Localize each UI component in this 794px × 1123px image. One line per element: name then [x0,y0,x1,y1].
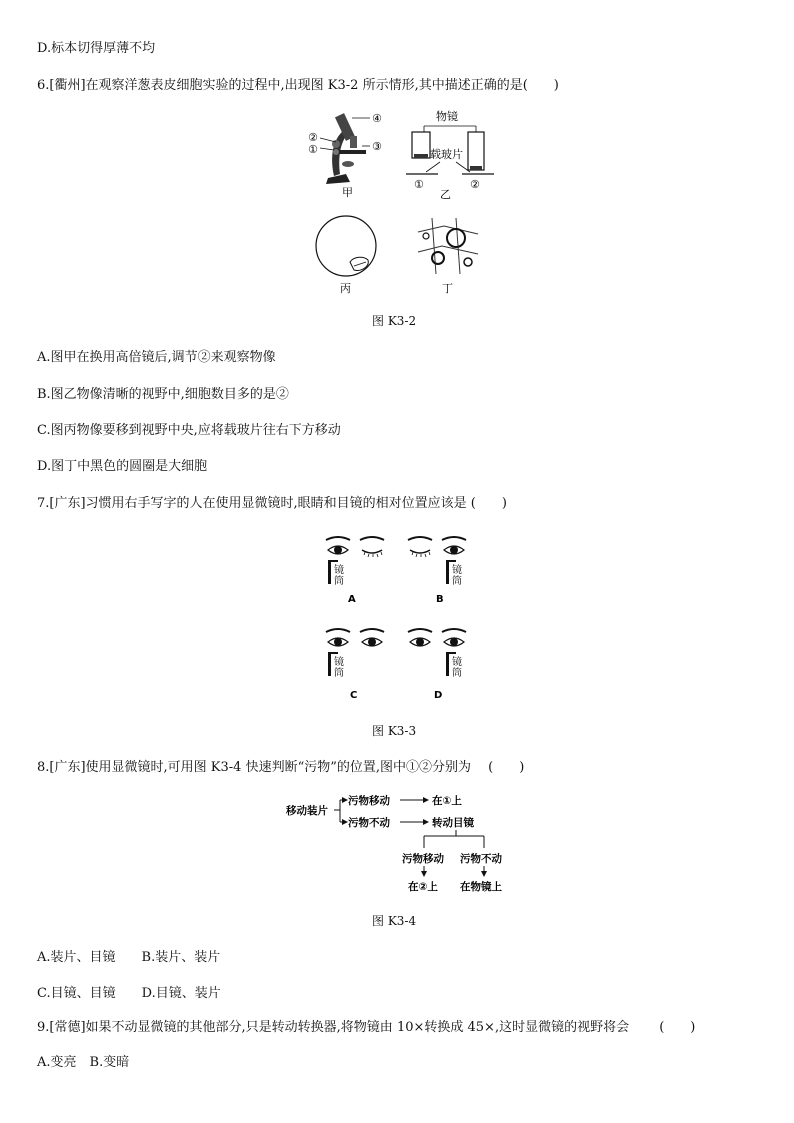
q6-option-d: D.图丁中黑色的圆圈是大细胞 [37,459,208,474]
flow-start: 移动装片 [286,805,328,817]
eye-c-tube-2: 筒 [334,668,344,679]
q6-option-a: A.图甲在换用高倍镜后,调节②来观察物像 [37,350,276,365]
q9-stem: 9.[常德]如果不动显微镜的其他部分,只是转动转换器,将物镜由 10×转换成 45×,这时显微镜的视野将会 ( ) [37,1020,696,1035]
flow-right-branch: 污物不动 [460,853,502,865]
fig-k3-4-caption: 图 K3-4 [372,914,417,928]
eye-d-tube-2: 筒 [452,668,462,679]
flow-right-result: 在物镜上 [460,881,502,893]
q6-stem: 6.[衢州]在观察洋葱表皮细胞实验的过程中,出现图 K3-2 所示情形,其中描述正确的是( ) [37,78,559,93]
eye-letter-c: C [350,690,358,701]
jia-label-3: ③ [372,140,382,153]
flow-left-result: 在②上 [408,881,438,893]
yi-label-2: ② [470,178,480,191]
figure-ding-cells [414,212,484,298]
jia-label-2: ② [308,131,318,144]
eye-b-tube-2: 筒 [452,576,462,587]
eye-b-tube-1: 镜 [452,565,462,576]
eye-d-tube-1: 镜 [452,657,462,668]
figure-yi-objectives [400,108,500,200]
q8-stem: 8.[广东]使用显微镜时,可用图 K3-4 快速判断“污物”的位置,图中①②分别为 ( ) [37,760,525,775]
jia-label-4: ④ [372,112,382,125]
flow-branch-top: 污物移动 [348,795,390,807]
yi-top-label: 物镜 [436,110,458,123]
flow-branch-bottom: 污物不动 [348,817,390,829]
q7-stem: 7.[广东]习惯用右手写字的人在使用显微镜时,眼睛和目镜的相对位置应该是 ( ) [37,496,507,511]
jia-name: 甲 [342,186,353,199]
prev-option-d: D.标本切得厚薄不均 [37,41,156,56]
bing-name: 丙 [340,282,351,295]
q8-options-row-1: A.装片、目镜 B.装片、装片 [37,950,221,965]
figure-k3-3-eyes [310,530,490,710]
yi-name: 乙 [440,188,451,200]
q9-options: A.变亮 B.变暗 [37,1055,130,1070]
eye-letter-d: D [434,690,443,701]
figure-bing-view [312,212,382,298]
yi-mid-label: 载玻片 [430,148,463,161]
flow-result-top: 在①上 [432,795,462,807]
fig-k3-2-caption: 图 K3-2 [372,314,417,328]
yi-label-1: ① [414,178,424,191]
q8-options-row-2: C.目镜、目镜 D.目镜、装片 [37,986,221,1001]
figure-jia-microscope [300,108,390,200]
figure-k3-4-flowchart [284,792,524,896]
q6-option-c: C.图丙物像要移到视野中央,应将载玻片往右下方移动 [37,423,341,438]
flow-next-step: 转动目镜 [432,817,474,829]
eye-c-tube-1: 镜 [334,657,344,668]
fig-k3-3-caption: 图 K3-3 [372,724,417,738]
flow-left-branch: 污物移动 [402,853,444,865]
q6-option-b: B.图乙物像清晰的视野中,细胞数目多的是② [37,387,289,402]
eye-letter-b: B [436,594,444,605]
eye-letter-a: A [348,594,356,605]
ding-name: 丁 [442,282,453,295]
eye-a-tube-2: 筒 [334,576,344,587]
jia-label-1: ① [308,143,318,156]
eye-a-tube-1: 镜 [334,565,344,576]
